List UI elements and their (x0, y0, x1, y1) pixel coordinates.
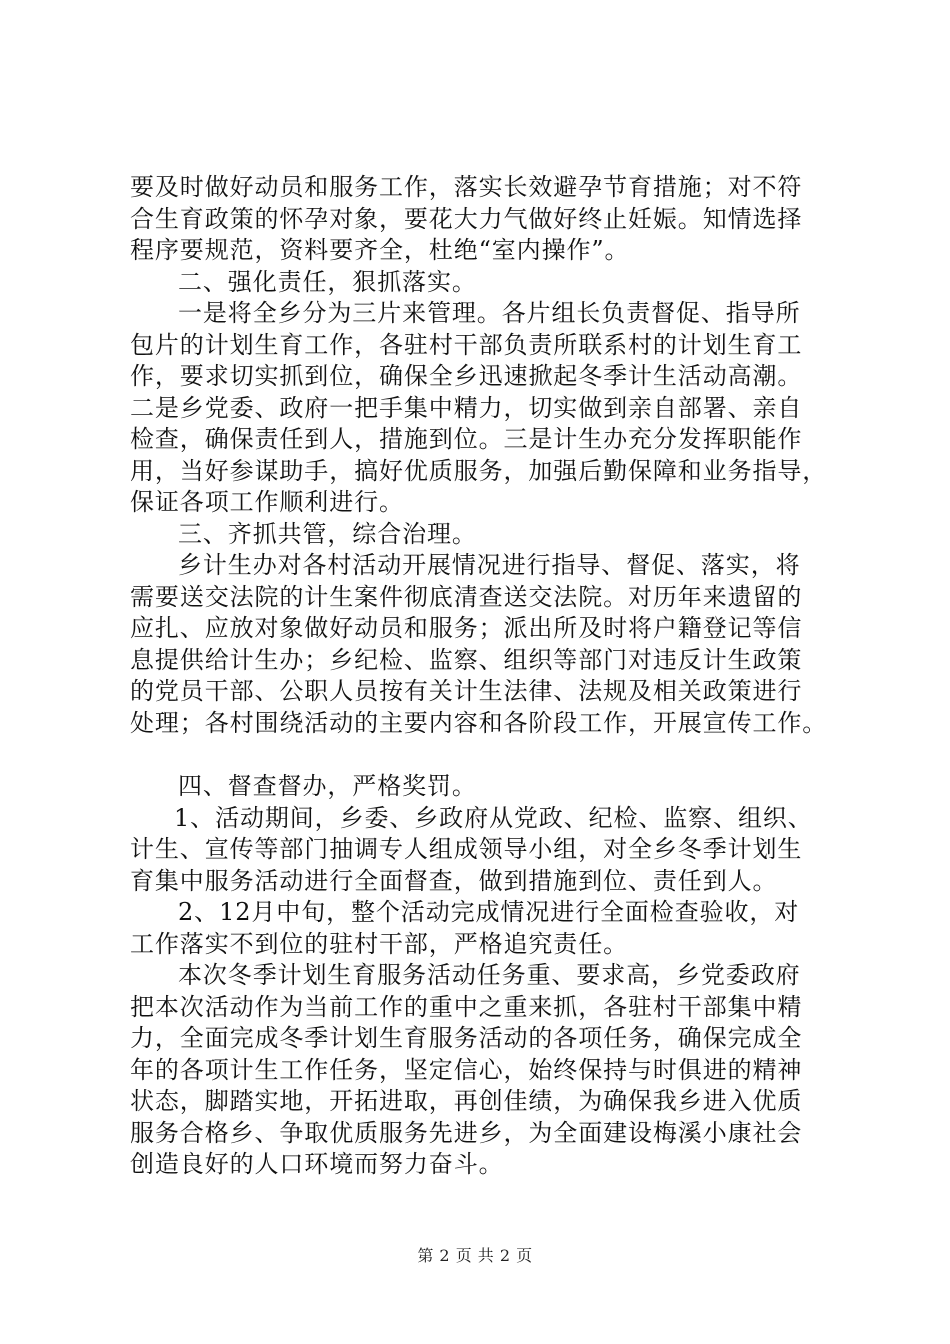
paragraph-line: 检查，确保责任到人，措施到位。三是计生办充分发挥职能作 (130, 425, 803, 453)
paragraph-line: 育集中服务活动进行全面督查，做到措施到位、责任到人。 (130, 866, 778, 895)
document-body (130, 172, 830, 1181)
paragraph-line: 程序要规范，资料要齐全，杜绝“室内操作”。 (130, 236, 630, 264)
paragraph-line: 应扎、应放对象做好动员和服务；派出所及时将户籍登记等信 (130, 614, 803, 642)
paragraph-line: 创造良好的人口环境而努力奋斗。 (130, 1150, 504, 1178)
paragraph-line: 要及时做好动员和服务工作，落实长效避孕节育措施；对不符 (130, 173, 803, 201)
paragraph-line: 作，要求切实抓到位，确保全乡迅速掀起冬季计生活动高潮。 (130, 362, 803, 390)
paragraph-line: 一是将全乡分为三片来管理。各片组长负责督促、指导所 (178, 299, 801, 327)
paragraph-line: 处理；各村围绕活动的主要内容和各阶段工作，开展宣传工作。 (130, 708, 828, 737)
section-heading-4: 四、督查督办，严格奖罚。 (178, 772, 477, 800)
paragraph-line: 工作落实不到位的驻村干部，严格追究责任。 (130, 929, 628, 958)
section-heading-3: 三、齐抓共管，综合治理。 (178, 519, 477, 548)
paragraph-line: 力，全面完成冬季计划生育服务活动的各项任务，确保完成全 (130, 1024, 803, 1052)
paragraph-line: 乡计生办对各村活动开展情况进行指导、督促、落实，将 (178, 551, 801, 579)
paragraph-line: 包片的计划生育工作，各驻村干部负责所联系村的计划生育工 (130, 330, 803, 359)
paragraph-line: 1、活动期间，乡委、乡政府从党政、纪检、监察、组织、 (174, 803, 813, 832)
paragraph-line: 状态，脚踏实地，开拓进取，再创佳绩，为确保我乡进入优质 (130, 1087, 803, 1115)
paragraph-line: 用，当好参谋助手，搞好优质服务，加强后勤保障和业务指导， (130, 456, 828, 485)
paragraph-line: 2、12月中旬，整个活动完成情况进行全面检查验收，对 (178, 898, 800, 926)
page-footer: 第 2 页 共 2 页 (417, 1246, 533, 1265)
paragraph-line: 需要送交法院的计生案件彻底清查送交法院。对历年来遗留的 (130, 582, 803, 611)
paragraph-line: 年的各项计生工作任务，坚定信心，始终保持与时俱进的精神 (130, 1055, 803, 1084)
paragraph-line: 把本次活动作为当前工作的重中之重来抓，各驻村干部集中精 (130, 992, 803, 1021)
paragraph-line: 息提供给计生办；乡纪检、监察、组织等部门对违反计生政策 (130, 645, 803, 674)
paragraph-line: 保证各项工作顺利进行。 (130, 488, 404, 516)
paragraph-line: 计生、宣传等部门抽调专人组成领导小组，对全乡冬季计划生 (130, 835, 803, 863)
paragraph-line: 合生育政策的怀孕对象，要花大力气做好终止妊娠。知情选择 (130, 204, 803, 233)
paragraph-line: 本次冬季计划生育服务活动任务重、要求高，乡党委政府 (178, 961, 801, 989)
paragraph-line: 的党员干部、公职人员按有关计生法律、法规及相关政策进行 (130, 677, 803, 705)
paragraph-line: 服务合格乡、争取优质服务先进乡，为全面建设梅溪小康社会 (130, 1118, 803, 1147)
paragraph-line: 二是乡党委、政府一把手集中精力，切实做到亲自部署、亲自 (130, 393, 803, 422)
section-heading-2: 二、强化责任，狠抓落实。 (178, 267, 477, 296)
